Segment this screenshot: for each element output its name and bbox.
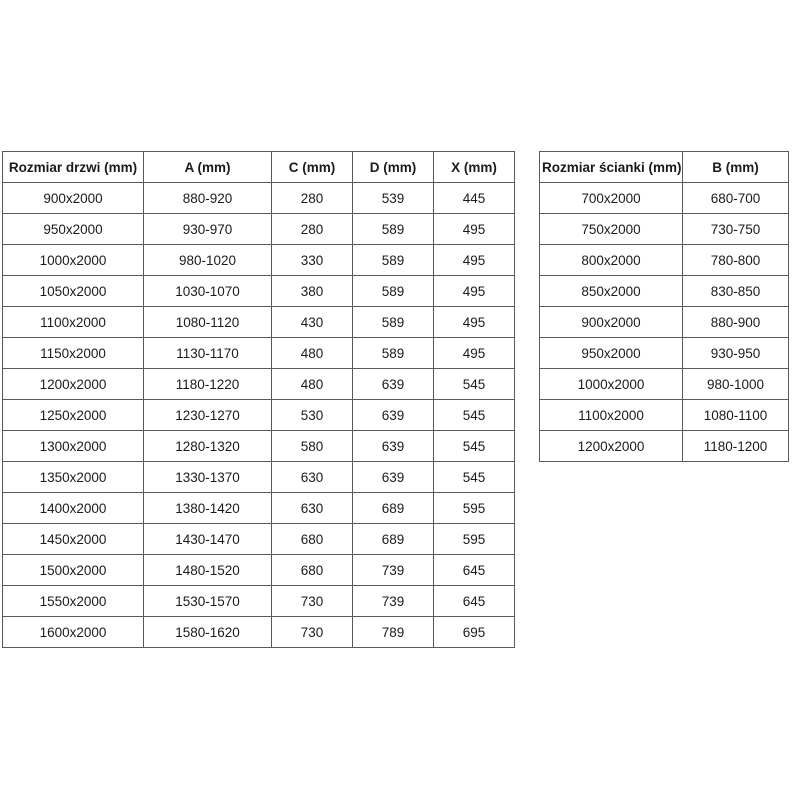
- table-cell: 1530-1570: [144, 586, 272, 617]
- table-cell: 1080-1120: [144, 307, 272, 338]
- table-cell: 495: [434, 214, 515, 245]
- table-row: [3, 369, 515, 400]
- table-cell: 545: [434, 400, 515, 431]
- table-cell: 1500x2000: [3, 555, 144, 586]
- table-row: [3, 214, 515, 245]
- table-cell: 900x2000: [540, 307, 683, 338]
- table-cell: 1180-1220: [144, 369, 272, 400]
- table-cell: 780-800: [683, 245, 789, 276]
- table-cell: 480: [272, 369, 353, 400]
- table-cell: 930-950: [683, 338, 789, 369]
- table-cell: 645: [434, 555, 515, 586]
- table-cell: 1100x2000: [540, 400, 683, 431]
- table-cell: 950x2000: [540, 338, 683, 369]
- table-row: [3, 462, 515, 493]
- table-cell: 639: [353, 462, 434, 493]
- table-cell: 1030-1070: [144, 276, 272, 307]
- table-cell: 595: [434, 524, 515, 555]
- table-cell: 689: [353, 524, 434, 555]
- table-cell: 280: [272, 183, 353, 214]
- table-cell: 1150x2000: [3, 338, 144, 369]
- table-cell: 1380-1420: [144, 493, 272, 524]
- table-cell: 750x2000: [540, 214, 683, 245]
- table-cell: 700x2000: [540, 183, 683, 214]
- column-header: B (mm): [683, 152, 789, 183]
- table-cell: 1100x2000: [3, 307, 144, 338]
- table-cell: 1130-1170: [144, 338, 272, 369]
- column-header: A (mm): [144, 152, 272, 183]
- table-row: [3, 586, 515, 617]
- table-cell: 1600x2000: [3, 617, 144, 648]
- table-cell: 880-920: [144, 183, 272, 214]
- table-cell: 950x2000: [3, 214, 144, 245]
- table-cell: 850x2000: [540, 276, 683, 307]
- table-cell: 495: [434, 276, 515, 307]
- table-cell: 1430-1470: [144, 524, 272, 555]
- table-row: [540, 276, 789, 307]
- table-cell: 280: [272, 214, 353, 245]
- table-row: [540, 245, 789, 276]
- table-row: [3, 617, 515, 648]
- table-cell: 1250x2000: [3, 400, 144, 431]
- column-header: X (mm): [434, 152, 515, 183]
- table-cell: 589: [353, 276, 434, 307]
- table-cell: 730-750: [683, 214, 789, 245]
- table-cell: 545: [434, 431, 515, 462]
- table-cell: 800x2000: [540, 245, 683, 276]
- table-cell: 645: [434, 586, 515, 617]
- table-cell: 495: [434, 307, 515, 338]
- table-cell: 1350x2000: [3, 462, 144, 493]
- table-cell: 1330-1370: [144, 462, 272, 493]
- door-size-table: [2, 151, 515, 648]
- column-header: C (mm): [272, 152, 353, 183]
- table-cell: 495: [434, 338, 515, 369]
- table-cell: 639: [353, 431, 434, 462]
- table-cell: 1230-1270: [144, 400, 272, 431]
- table-cell: 680: [272, 524, 353, 555]
- table-cell: 1480-1520: [144, 555, 272, 586]
- table-cell: 1300x2000: [3, 431, 144, 462]
- table-cell: 1450x2000: [3, 524, 144, 555]
- table-cell: 595: [434, 493, 515, 524]
- table-row: [540, 214, 789, 245]
- table-cell: 739: [353, 555, 434, 586]
- table-cell: 900x2000: [3, 183, 144, 214]
- table-cell: 1400x2000: [3, 493, 144, 524]
- table-cell: 445: [434, 183, 515, 214]
- table-row: [3, 276, 515, 307]
- table-cell: 1580-1620: [144, 617, 272, 648]
- table-cell: 730: [272, 617, 353, 648]
- table-cell: 630: [272, 462, 353, 493]
- table-cell: 880-900: [683, 307, 789, 338]
- table-row: [3, 307, 515, 338]
- table-cell: 1180-1200: [683, 431, 789, 462]
- table-cell: 480: [272, 338, 353, 369]
- table-cell: 1050x2000: [3, 276, 144, 307]
- table-cell: 789: [353, 617, 434, 648]
- table-row: [3, 400, 515, 431]
- table-cell: 380: [272, 276, 353, 307]
- table-cell: 739: [353, 586, 434, 617]
- table-row: [540, 431, 789, 462]
- table-cell: 730: [272, 586, 353, 617]
- table-cell: 1000x2000: [540, 369, 683, 400]
- table-cell: 1080-1100: [683, 400, 789, 431]
- table-row: [540, 369, 789, 400]
- table-row: [3, 493, 515, 524]
- table-cell: 830-850: [683, 276, 789, 307]
- table-row: [3, 245, 515, 276]
- table-row: [3, 431, 515, 462]
- table-cell: 680-700: [683, 183, 789, 214]
- table-row: [540, 400, 789, 431]
- table-cell: 680: [272, 555, 353, 586]
- table-cell: 1200x2000: [3, 369, 144, 400]
- table-cell: 639: [353, 400, 434, 431]
- table-cell: 1550x2000: [3, 586, 144, 617]
- table-row: [540, 307, 789, 338]
- table-cell: 530: [272, 400, 353, 431]
- table-cell: 589: [353, 307, 434, 338]
- wall-size-table: [539, 151, 789, 462]
- table-header-row: [540, 152, 789, 183]
- column-header: Rozmiar drzwi (mm): [3, 152, 144, 183]
- table-cell: 930-970: [144, 214, 272, 245]
- table-row: [3, 183, 515, 214]
- table-row: [540, 183, 789, 214]
- table-cell: 1000x2000: [3, 245, 144, 276]
- column-header: D (mm): [353, 152, 434, 183]
- table-cell: 1280-1320: [144, 431, 272, 462]
- table-cell: 589: [353, 245, 434, 276]
- table-row: [3, 524, 515, 555]
- table-cell: 1200x2000: [540, 431, 683, 462]
- table-cell: 589: [353, 214, 434, 245]
- table-cell: 639: [353, 369, 434, 400]
- table-cell: 495: [434, 245, 515, 276]
- table-cell: 430: [272, 307, 353, 338]
- table-cell: 980-1020: [144, 245, 272, 276]
- table-cell: 980-1000: [683, 369, 789, 400]
- table-cell: 580: [272, 431, 353, 462]
- table-cell: 545: [434, 462, 515, 493]
- table-cell: 330: [272, 245, 353, 276]
- table-row: [3, 555, 515, 586]
- table-cell: 589: [353, 338, 434, 369]
- table-cell: 545: [434, 369, 515, 400]
- table-cell: 630: [272, 493, 353, 524]
- column-header: Rozmiar ścianki (mm): [540, 152, 683, 183]
- table-row: [3, 338, 515, 369]
- table-header-row: [3, 152, 515, 183]
- table-cell: 539: [353, 183, 434, 214]
- table-cell: 689: [353, 493, 434, 524]
- table-cell: 695: [434, 617, 515, 648]
- table-row: [540, 338, 789, 369]
